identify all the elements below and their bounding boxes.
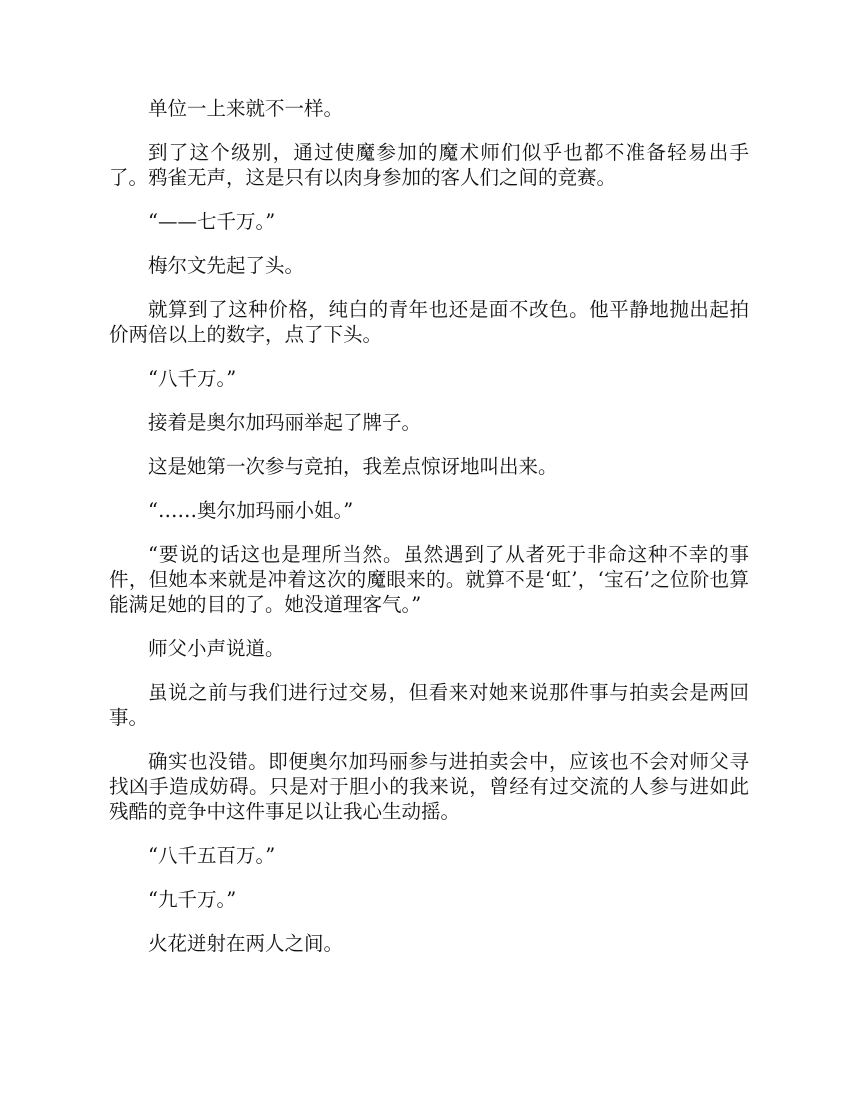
paragraph: 虽说之前与我们进行过交易，但看来对她来说那件事与拍卖会是两回事。 — [109, 681, 749, 729]
paragraph: “八千万。” — [148, 367, 237, 390]
paragraph: 确实也没错。即便奥尔加玛丽参与进拍卖会中，应该也不会对师父寻找凶手造成妨碍。只是对于胆小的我来说，曾经有过交流的人参与进如此残酷的竞争中这件事足以让我心生动摇。 — [109, 750, 749, 823]
paragraph: 梅尔文先起了头。 — [148, 254, 305, 277]
paragraph: “九千万。” — [148, 888, 237, 911]
paragraph: “……奥尔加玛丽小姐。” — [148, 499, 354, 522]
paragraph: 这是她第一次参与竞拍，我差点惊讶地叫出来。 — [148, 455, 558, 478]
document-body — [109, 96, 749, 975]
paragraph: 师父小声说道。 — [148, 637, 285, 660]
paragraph: 到了这个级别，通过使魔参加的魔术师们似乎也都不准备轻易出手了。鸦雀无声，这是只有以肉身参加的客人们之间的竞赛。 — [109, 141, 749, 189]
paragraph: 就算到了这种价格，纯白的青年也还是面不改色。他平静地抛出起拍价两倍以上的数字，点了下头。 — [109, 298, 749, 346]
paragraph: 火花迸射在两人之间。 — [148, 932, 344, 955]
paragraph: “要说的话这也是理所当然。虽然遇到了从者死于非命这种不幸的事件，但她本来就是冲着这次的魔眼来的。就算不是‘虹’，‘宝石’之位阶也算能满足她的目的了。她没道理客气。” — [109, 543, 749, 616]
paragraph: 单位一上来就不一样。 — [148, 97, 344, 120]
paragraph: “八千五百万。” — [148, 844, 276, 867]
paragraph: “——七千万。” — [148, 210, 276, 233]
paragraph: 接着是奥尔加玛丽举起了牌子。 — [148, 411, 422, 434]
